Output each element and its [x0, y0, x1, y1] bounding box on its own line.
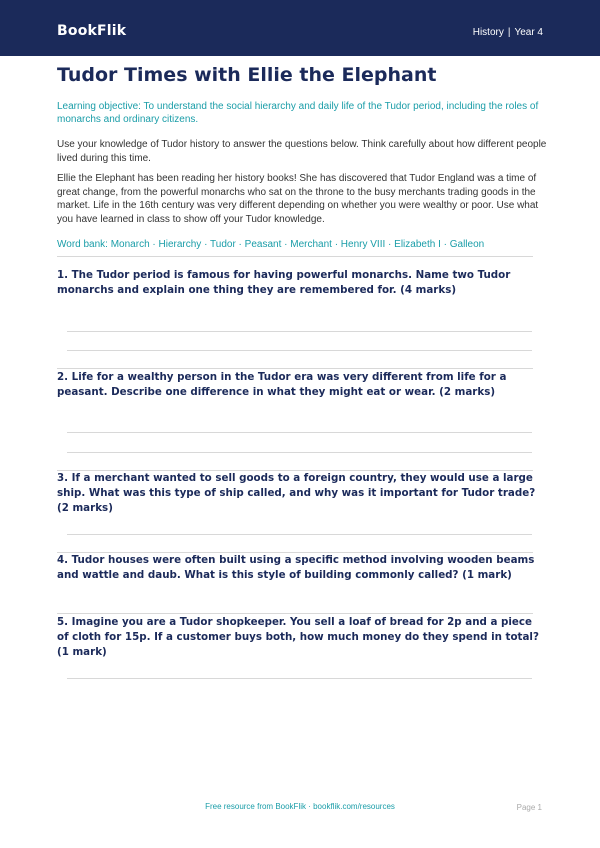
question-3: 3. If a merchant wanted to sell goods to a foreign country, they would use a large ship. What was this type of ship called, and why was it important for Tudor trade? (2 marks) [57, 472, 536, 514]
brand-logo[interactable]: BookFlik [57, 23, 127, 39]
subject-year-label [473, 27, 543, 38]
header-bar [0, 0, 600, 56]
section-divider [57, 368, 533, 369]
answer-line[interactable] [67, 452, 532, 453]
intro-story: Ellie the Elephant has been reading her history books! She has discovered that Tudor England was a time of great change, from the powerful monarchs who sat on the throne to the busy merchants trading goods in the market. Life in the 16th century was very different depending on whether you were wealthy or poor. Use what you have learned in class to show off your Tudor knowledge. [57, 173, 539, 225]
word-bank: Word bank: Monarch · Hierarchy · Tudor · Peasant · Merchant · Henry VIII · Elizabeth I · Galleon [57, 239, 485, 250]
answer-line[interactable] [67, 350, 532, 351]
header-separator: | [507, 27, 511, 38]
answer-line[interactable] [67, 432, 532, 433]
question-1: 1. The Tudor period is famous for having powerful monarchs. Name two Tudor monarchs and explain one thing they are remembered for. (4 marks) [57, 269, 511, 296]
year-label: Year 4 [514, 27, 543, 38]
footer-credit[interactable]: Free resource from BookFlik · bookflik.com/resources [205, 802, 395, 811]
question-4: 4. Tudor houses were often built using a specific method involving wooden beams and wattle and daub. What is this style of building commonly called? (1 mark) [57, 554, 535, 581]
question-5: 5. Imagine you are a Tudor shopkeeper. You sell a loaf of bread for 2p and a piece of cloth for 15p. If a customer buys both, how much money do they spend in total? (1 mark) [57, 616, 539, 658]
page-title: Tudor Times with Ellie the Elephant [57, 64, 437, 86]
section-divider [57, 613, 533, 614]
answer-line[interactable] [67, 331, 532, 332]
question-2: 2. Life for a wealthy person in the Tudor era was very different from life for a peasant. Describe one difference in what they might eat or wear. (2 marks) [57, 371, 507, 398]
answer-line[interactable] [67, 678, 532, 679]
section-divider [57, 256, 533, 257]
intro-instructions: Use your knowledge of Tudor history to answer the questions below. Think carefully about how different people lived during this time. [57, 139, 547, 164]
page-number: Page 1 [516, 803, 542, 812]
learning-objective: Learning objective: To understand the social hierarchy and daily life of the Tudor period, including the roles of monarchs and ordinary citizens. [57, 101, 539, 125]
subject-label: History [472, 27, 504, 38]
answer-line[interactable] [67, 534, 532, 535]
